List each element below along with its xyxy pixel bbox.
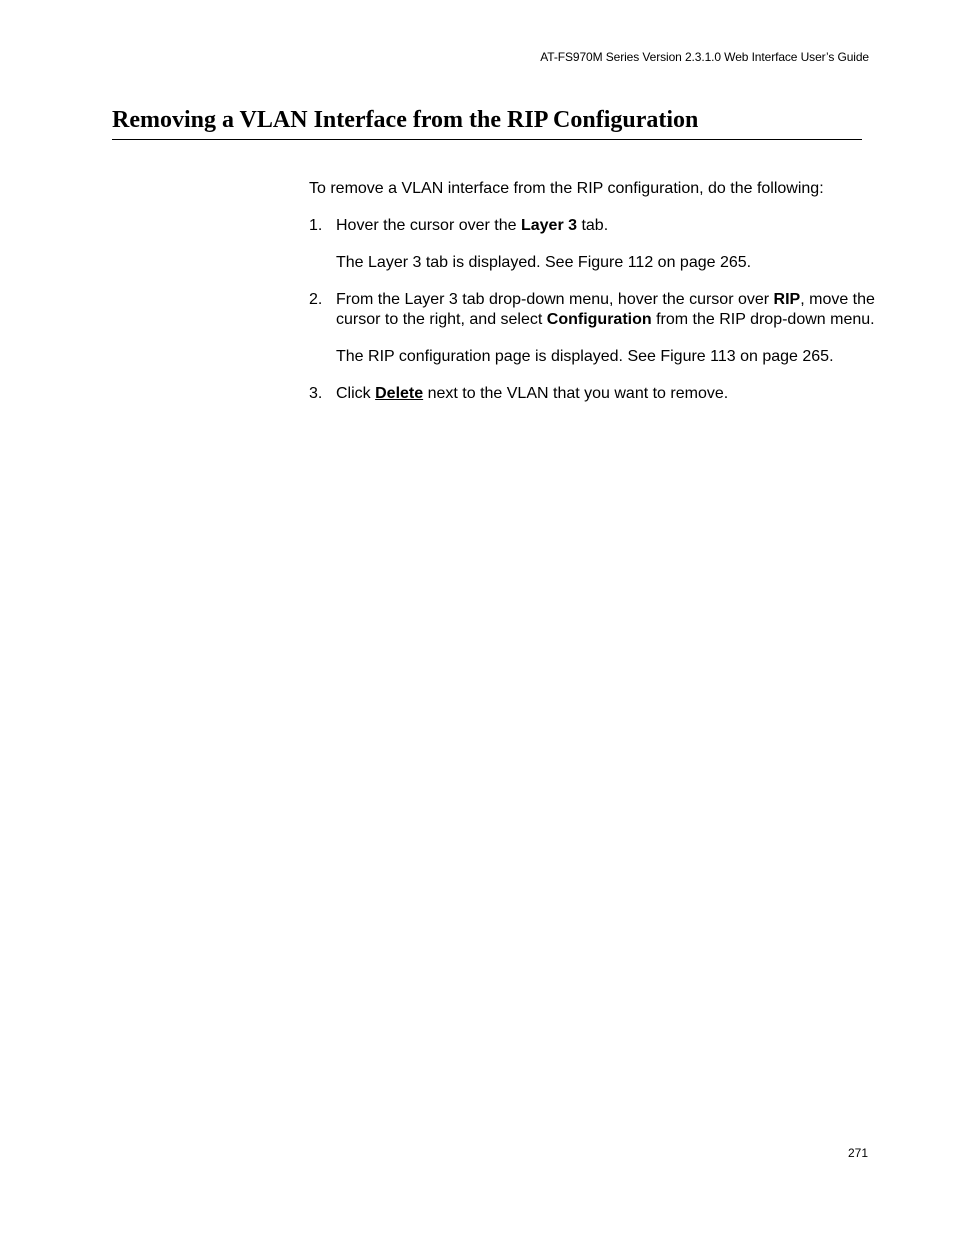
step-text <box>336 216 879 236</box>
step-number: 2. <box>309 291 323 308</box>
step-number: 1. <box>309 217 323 234</box>
step-text <box>336 290 879 330</box>
step-text-part: , move the cursor to the right, and select <box>336 291 875 328</box>
body-content <box>309 179 879 421</box>
section-title: Removing a VLAN Interface from the RIP Configuration <box>112 106 862 140</box>
page-number: 271 <box>847 1146 868 1160</box>
step-result: The Layer 3 tab is displayed. See Figure 112 on page 265. <box>336 254 752 271</box>
step-text-part: Hover the cursor over the <box>336 217 521 234</box>
step-text-part: Click <box>336 385 376 402</box>
ui-term-rip: RIP <box>773 291 801 308</box>
step-result: The RIP configuration page is displayed. See Figure 113 on page 265. <box>336 348 834 365</box>
running-header: AT-FS970M Series Version 2.3.1.0 Web Interface User’s Guide <box>540 50 869 64</box>
step-text-part: next to the VLAN that you want to remove. <box>423 385 729 402</box>
step-1 <box>309 216 879 273</box>
ui-term-configuration: Configuration <box>546 311 652 328</box>
step-3 <box>309 384 879 404</box>
intro-paragraph: To remove a VLAN interface from the RIP configuration, do the following: <box>309 180 824 197</box>
ui-term-layer3: Layer 3 <box>520 217 578 234</box>
step-text-part: tab. <box>577 217 609 234</box>
step-text-part: from the RIP drop-down menu. <box>651 311 875 328</box>
delete-link[interactable]: Delete <box>375 385 424 402</box>
step-2 <box>309 290 879 367</box>
step-text <box>336 384 879 404</box>
step-number: 3. <box>309 385 323 402</box>
step-text-part: From the Layer 3 tab drop-down menu, hover the cursor over <box>336 291 774 308</box>
